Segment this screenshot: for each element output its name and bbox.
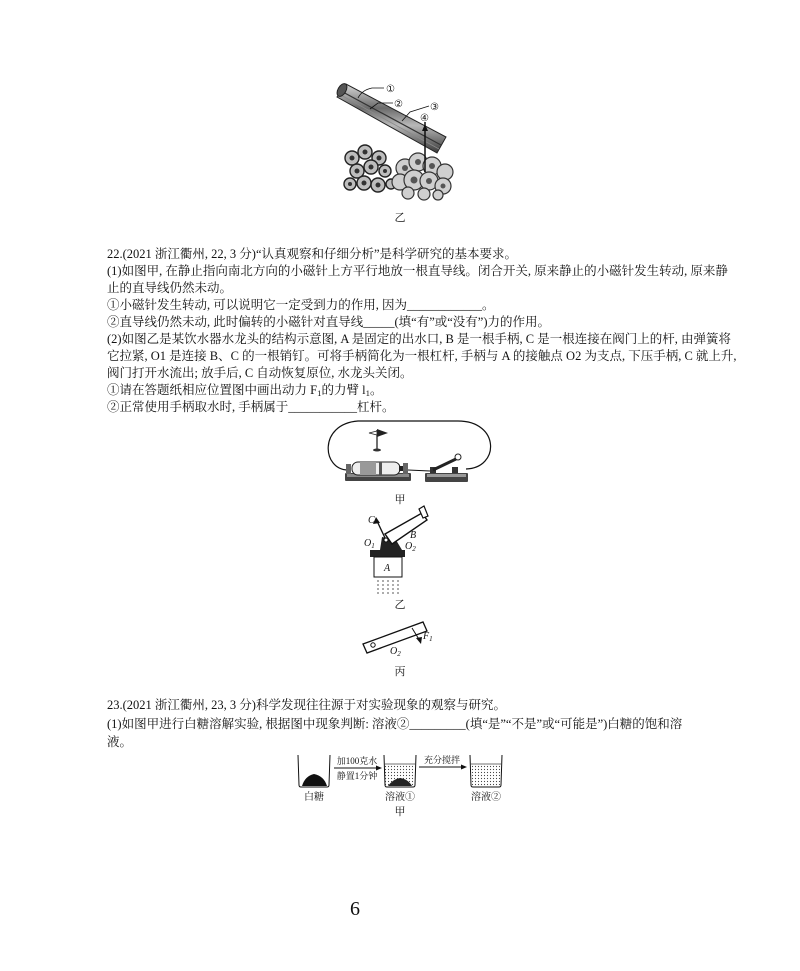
q23-part1-line1: (1)如图甲进行白糖溶解实验, 根据图中现象判断: 溶液②_________(填“是”“不是”或“可能是”)白糖的饱和溶 bbox=[107, 716, 683, 731]
q22-part2-item1-post: 。 bbox=[369, 383, 383, 397]
label-o1 bbox=[364, 538, 375, 550]
beaker3-label: 溶液② bbox=[471, 792, 501, 803]
circuit-figure bbox=[322, 415, 498, 487]
label-f1-sub: 1 bbox=[429, 635, 433, 643]
label-f1 bbox=[422, 631, 433, 643]
label-1: ① bbox=[386, 84, 395, 95]
lever-figure bbox=[360, 615, 435, 667]
label-a: A bbox=[384, 563, 391, 574]
beaker2-label: 溶液① bbox=[385, 792, 415, 803]
beaker-3 bbox=[470, 755, 502, 787]
q22-part2-item2: ②正常使用手柄取水时, 手柄属于___________杠杆。 bbox=[107, 400, 395, 414]
q22-part1-line1: (1)如图甲, 在静止指向南北方向的小磁针上方平行地放一根直导线。闭合开关, 原来静止的小磁针发生转动, 原来静 bbox=[107, 264, 728, 278]
battery-holder bbox=[345, 462, 411, 481]
beaker1-label: 白糖 bbox=[304, 792, 324, 803]
q22-part2-line1: (2)如图乙是某饮水器水龙头的结构示意图, A 是固定的出水口, B 是一根手柄, C 是一根连接在阀门上的杆, 由弹簧将 bbox=[107, 332, 731, 346]
lever-pin bbox=[371, 643, 375, 647]
figure-bing-caption: 丙 bbox=[394, 666, 406, 678]
rod-c bbox=[373, 517, 386, 540]
q22-part1-item2: ②直导线仍然未动, 此时偏转的小磁针对直导线_____(填“有”或“没有”)力的作用。 bbox=[107, 315, 551, 329]
figure-top-illustration bbox=[333, 80, 463, 202]
page-number: 6 bbox=[350, 898, 360, 920]
label-o2-main: O bbox=[405, 541, 413, 552]
label-o1-sub: 1 bbox=[371, 542, 375, 550]
q22-part2-line3: 阀门打开水流出; 放手后, C 自动恢复原位, 水龙头关闭。 bbox=[107, 366, 413, 380]
label-o2-main: O bbox=[390, 646, 398, 657]
switch bbox=[425, 454, 468, 482]
q23-header: 23.(2021 浙江衢州, 23, 3 分)科学发现往往源于对实验现象的观察与研究。 bbox=[107, 698, 506, 712]
beaker-1 bbox=[298, 755, 330, 787]
right-cell-cluster bbox=[392, 153, 453, 200]
q22-part2-item1-pre: ①请在答题纸相应位置图中画出动力 F bbox=[107, 383, 318, 397]
label-o2 bbox=[390, 646, 401, 658]
label-o2-sub: 2 bbox=[412, 545, 416, 553]
label-o1-main: O bbox=[364, 538, 372, 549]
q22-part2-item1 bbox=[107, 382, 737, 399]
q22-header: 22.(2021 浙江衢州, 22, 3 分)“认真观察和仔细分析”是科学研究的基本要求。 bbox=[107, 247, 518, 261]
label-4: ④ bbox=[420, 113, 429, 124]
question-22 bbox=[107, 246, 737, 416]
step1-top-text: 加100克水 bbox=[336, 756, 378, 766]
q22-part1-line2: 止的直导线仍然未动。 bbox=[107, 281, 233, 295]
q22-part2-item1-sub1: 1 bbox=[317, 388, 322, 399]
water-stream bbox=[378, 580, 398, 594]
q22-part1-item1: ①小磁针发生转动, 可以说明它一定受到力的作用, 因为____________。 bbox=[107, 298, 495, 312]
pin-o1 bbox=[384, 538, 388, 542]
label-f1-main: F bbox=[423, 631, 430, 642]
step1-bottom-text: 静置1分钟 bbox=[336, 771, 378, 781]
q22-part2-item1-sub2: 1 bbox=[365, 388, 370, 399]
q22-part2-item1-mid: 的力臂 l bbox=[321, 383, 366, 397]
figure-jia-caption: 甲 bbox=[394, 494, 406, 506]
label-3: ③ bbox=[430, 102, 439, 113]
label-b: B bbox=[410, 530, 417, 541]
sugar-pile bbox=[302, 774, 327, 786]
label-c: C bbox=[368, 515, 375, 526]
q22-part2-line2: 它拉紧, O1 是连接 B、C 的一根销钉。可将手柄简化为一根杠杆, 手柄与 A 的接触点 O2 为支点, 下压手柄, C 就上升, bbox=[107, 349, 737, 363]
magnetic-needle bbox=[369, 429, 388, 452]
label-o2-sub: 2 bbox=[397, 650, 401, 658]
figure-top-caption: 乙 bbox=[394, 212, 406, 224]
beaker-2 bbox=[384, 755, 416, 787]
label-o2 bbox=[405, 541, 416, 553]
wire-battery-to-switch bbox=[408, 470, 430, 471]
faucet-figure bbox=[362, 505, 434, 597]
arrow-step-2 bbox=[419, 765, 467, 770]
figure-q23-caption: 甲 bbox=[394, 806, 406, 818]
sugar-dissolving-figure bbox=[294, 750, 506, 804]
question-23 bbox=[107, 696, 682, 752]
step2-top-text: 充分搅拌 bbox=[423, 755, 461, 765]
figure-yi-caption: 乙 bbox=[394, 599, 406, 611]
arrow-step-1 bbox=[334, 766, 382, 771]
q23-part1-line2: 液。 bbox=[107, 735, 133, 749]
label-2: ② bbox=[394, 99, 403, 110]
handle-b bbox=[385, 506, 428, 544]
wire-loop bbox=[328, 421, 490, 470]
